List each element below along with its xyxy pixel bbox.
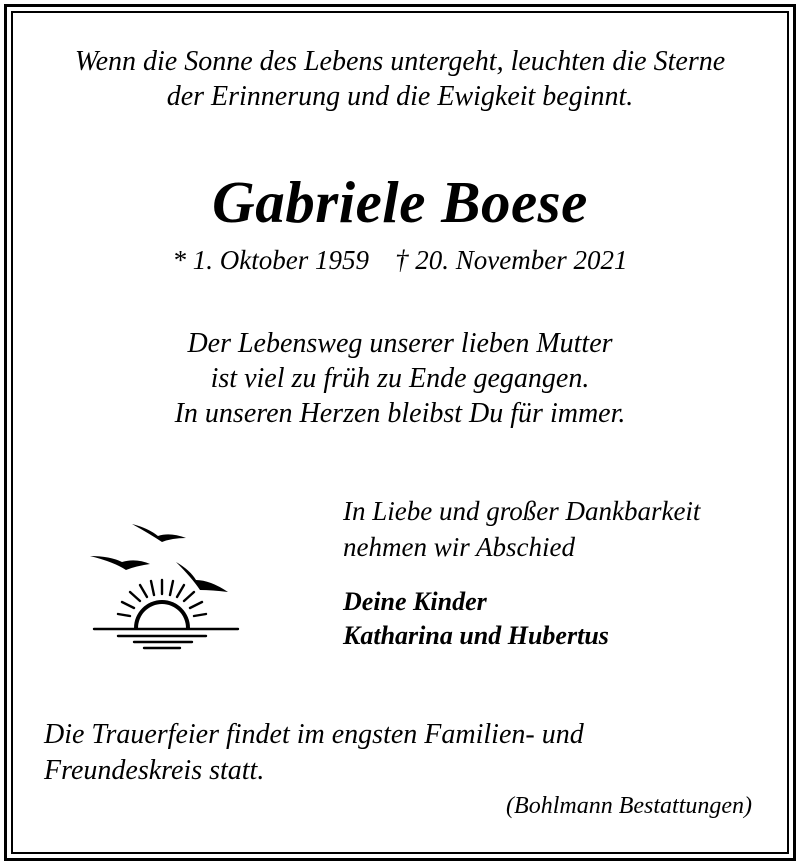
bird-top	[132, 524, 186, 542]
sunset-with-birds-icon	[88, 510, 248, 655]
farewell-text	[343, 493, 700, 565]
birth-date: * 1. Oktober 1959	[172, 245, 369, 275]
motto	[0, 44, 800, 114]
funeral-note	[44, 717, 584, 789]
signers-line-2: Katharina und Hubertus	[343, 621, 609, 650]
bird-left	[90, 556, 150, 570]
signers	[343, 585, 609, 653]
verse-line-2: ist viel zu früh zu Ende gegangen.	[210, 363, 590, 394]
deceased-name: Gabriele Boese	[212, 169, 588, 235]
life-dates	[0, 242, 800, 278]
verse-line-1: Der Lebensweg unserer lieben Mutter	[187, 328, 613, 359]
motto-line-1: Wenn die Sonne des Lebens untergeht, leuchten die Sterne	[74, 46, 726, 77]
farewell-line-1: In Liebe und großer Dankbarkeit	[343, 496, 701, 526]
verse-line-3: In unseren Herzen bleibst Du für immer.	[174, 398, 626, 429]
farewell-line-2: nehmen wir Abschied	[343, 532, 575, 562]
memorial-verse	[0, 326, 800, 431]
signers-line-1: Deine Kinder	[343, 587, 487, 616]
funeral-line-1: Die Trauerfeier findet im engsten Familien- und	[44, 719, 584, 750]
death-date: † 20. November 2021	[395, 245, 628, 275]
motto-line-2: der Erinnerung und die Ewigkeit beginnt.	[166, 81, 634, 112]
undertaker: (Bohlmann Bestattungen)	[506, 793, 752, 819]
funeral-line-2: Freundeskreis statt.	[44, 755, 265, 786]
